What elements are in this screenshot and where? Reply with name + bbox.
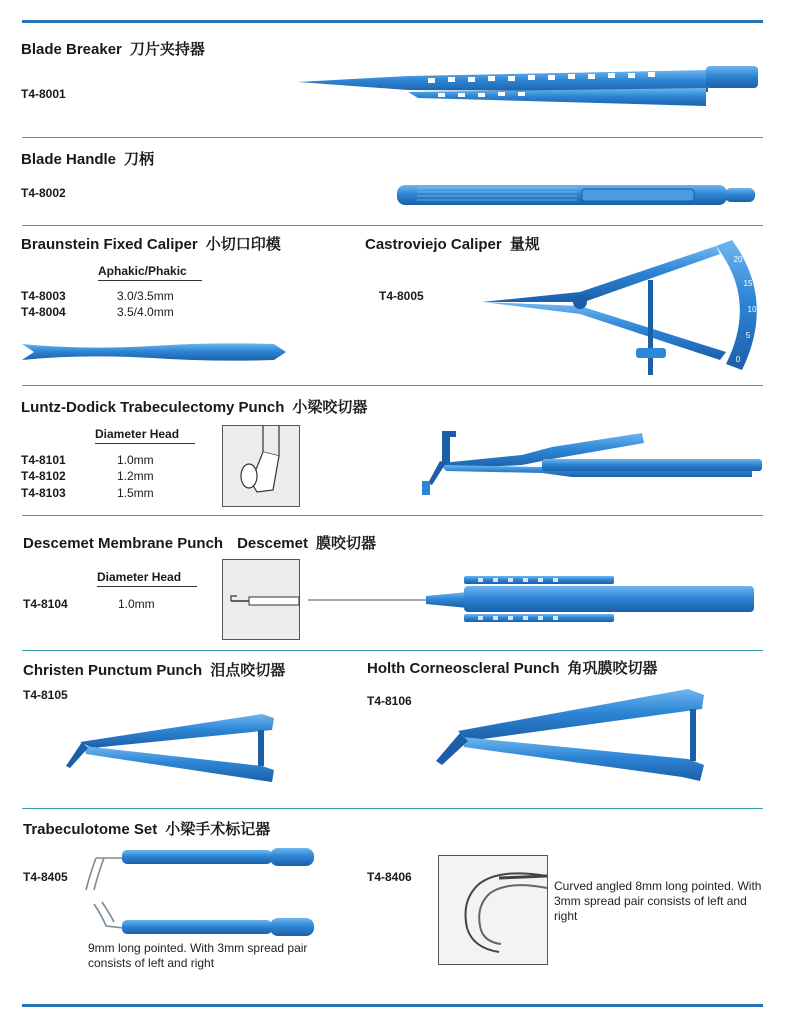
product-code: T4-8101	[21, 453, 66, 467]
size-value: 1.2mm	[117, 469, 154, 483]
product-code: T4-8104	[23, 597, 68, 611]
christen-punch-image	[62, 708, 284, 788]
column-header: Diameter Head	[97, 570, 197, 587]
product-code: T4-8001	[21, 87, 66, 101]
size-value: 3.5/4.0mm	[117, 305, 174, 319]
size-value: 1.5mm	[117, 486, 154, 500]
title-en: Castroviejo Caliper	[365, 236, 502, 253]
luntz-title	[21, 396, 367, 417]
caliper-scale-label: 10	[747, 305, 757, 314]
product-description: Curved angled 8mm long pointed. With 3mm spread pair consists of left and right	[554, 879, 762, 923]
holth-punch-image	[428, 685, 718, 785]
blade-breaker-title	[21, 38, 205, 59]
divider	[22, 808, 763, 809]
title-zh: 膜咬切器	[315, 534, 376, 552]
size-value: 3.0/3.5mm	[117, 289, 174, 303]
descemet-title	[23, 532, 376, 553]
caliper-scale-label: 0	[735, 355, 741, 364]
title-zh: 刀片夹持器	[129, 40, 205, 58]
product-code: T4-8004	[21, 305, 66, 319]
tip-detail-box	[222, 559, 300, 640]
title-en: Christen Punctum Punch	[23, 662, 203, 679]
product-code: T4-8405	[23, 870, 68, 884]
title-zh: 角巩膜咬切器	[567, 659, 658, 677]
divider	[22, 137, 763, 138]
product-code: T4-8003	[21, 289, 66, 303]
divider	[22, 515, 763, 516]
product-code: T4-8002	[21, 186, 66, 200]
title-zh: 量规	[509, 235, 540, 253]
castroviejo-caliper-image	[480, 240, 760, 380]
title-zh: 刀柄	[124, 150, 155, 168]
title-en: Holth Corneoscleral Punch	[367, 660, 560, 677]
descemet-punch-image	[308, 572, 764, 624]
title-zh: 小切口印模	[205, 235, 281, 253]
blade-breaker-image	[298, 62, 762, 112]
title-zh: 泪点咬切器	[210, 661, 286, 679]
product-code: T4-8103	[21, 486, 66, 500]
column-header: Aphakic/Phakic	[98, 264, 202, 281]
caliper-scale-label: 5	[745, 331, 751, 340]
product-code: T4-8005	[379, 289, 424, 303]
divider	[22, 650, 763, 651]
product-code: T4-8105	[23, 688, 68, 702]
product-code: T4-8106	[367, 694, 412, 708]
product-description: 9mm long pointed. With 3mm spread pair consists of left and right	[88, 941, 308, 970]
christen-title	[23, 659, 285, 680]
column-header: Diameter Head	[95, 427, 195, 444]
product-code: T4-8406	[367, 870, 412, 884]
title-en: Braunstein Fixed Caliper	[21, 236, 198, 253]
title-en: Trabeculotome Set	[23, 821, 158, 838]
blade-handle-title	[21, 148, 154, 169]
title-en: Luntz-Dodick Trabeculectomy Punch	[21, 399, 285, 416]
product-code: T4-8102	[21, 469, 66, 483]
title-en: Blade Breaker	[21, 41, 122, 58]
size-value: 1.0mm	[117, 453, 154, 467]
tip-detail-box	[438, 855, 548, 965]
caliper-scale-label: 20	[733, 255, 743, 264]
title-alt: Descemet	[237, 535, 308, 552]
holth-title	[367, 657, 658, 678]
caliper-scale-label: 15	[743, 279, 753, 288]
bottom-rule	[22, 1004, 763, 1007]
blade-handle-image	[397, 182, 759, 208]
divider	[22, 385, 763, 386]
tip-detail-box	[222, 425, 300, 507]
divider	[22, 225, 763, 226]
braunstein-title	[21, 233, 281, 254]
title-en: Blade Handle	[21, 151, 117, 168]
trabeculotome-left-image	[84, 846, 320, 942]
title-zh: 小梁手术标记器	[165, 820, 271, 838]
trabeculotome-title	[23, 818, 270, 839]
size-value: 1.0mm	[118, 597, 155, 611]
luntz-punch-image	[402, 425, 764, 505]
braunstein-caliper-image	[22, 340, 290, 366]
title-zh: 小梁咬切器	[292, 398, 368, 416]
title-en: Descemet Membrane Punch	[23, 535, 224, 552]
top-rule	[22, 20, 763, 23]
